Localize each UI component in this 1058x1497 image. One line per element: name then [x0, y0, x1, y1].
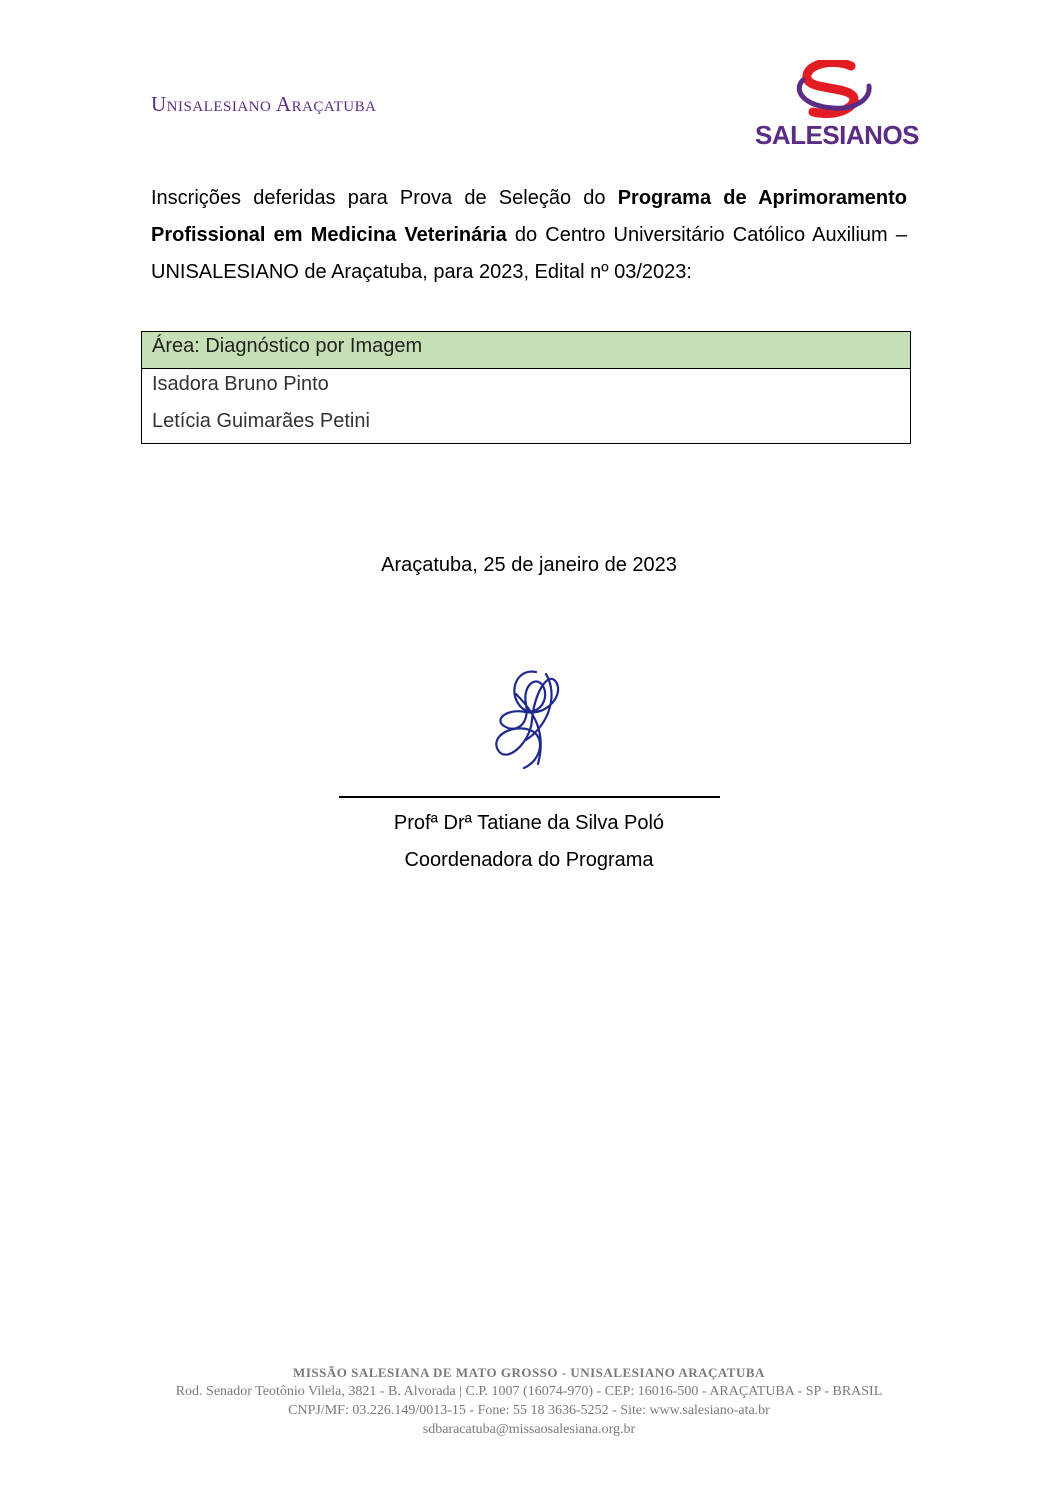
salesianos-logo — [755, 60, 920, 155]
table-row: Letícia Guimarães Petini — [152, 410, 370, 432]
program-name: Programa de Aprimoramento Profissional em Medicina Veterinária — [151, 187, 907, 246]
table-row: Isadora Bruno Pinto — [152, 373, 329, 395]
intro-text-2: do Centro Universitário Católico Auxilium – UNISALESIANO de Araçatuba, para 2023, Edital nº 03/2023: — [151, 224, 907, 283]
intro-text-1: Inscrições deferidas para Prova de Seleção do — [151, 187, 618, 209]
footer-email: sdbaracatuba@missaosalesiana.org.br — [422, 1422, 636, 1437]
signer-role: Coordenadora do Programa — [404, 849, 654, 871]
signer-name: Profª Drª Tatiane da Silva Poló — [393, 812, 665, 834]
footer-title: MISSÃO SALESIANA DE MATO GROSSO - UNISALESIANO ARAÇATUBA — [293, 1365, 765, 1380]
document-date: Araçatuba, 25 de janeiro de 2023 — [381, 554, 677, 576]
table-header-area: Área: Diagnóstico por Imagem — [142, 332, 910, 369]
institution-name: Unisalesiano Araçatuba — [151, 92, 377, 116]
page-footer — [0, 1364, 1058, 1439]
logo-wordmark: SALESIANOS — [755, 120, 920, 150]
footer-contact: CNPJ/MF: 03.226.149/0013-15 - Fone: 55 18 3636-5252 - Site: www.salesiano-ata.br — [288, 1403, 770, 1418]
signature-line — [339, 796, 720, 798]
approved-candidates-table — [141, 331, 911, 444]
intro-paragraph — [151, 180, 907, 291]
salesianos-s-icon — [793, 60, 877, 122]
footer-address: Rod. Senador Teotônio Vilela, 3821 - B. Alvorada | C.P. 1007 (16074-970) - CEP: 16016-500 - ARAÇATUBA - SP - BRASIL — [175, 1384, 883, 1399]
handwritten-signature — [486, 664, 576, 776]
